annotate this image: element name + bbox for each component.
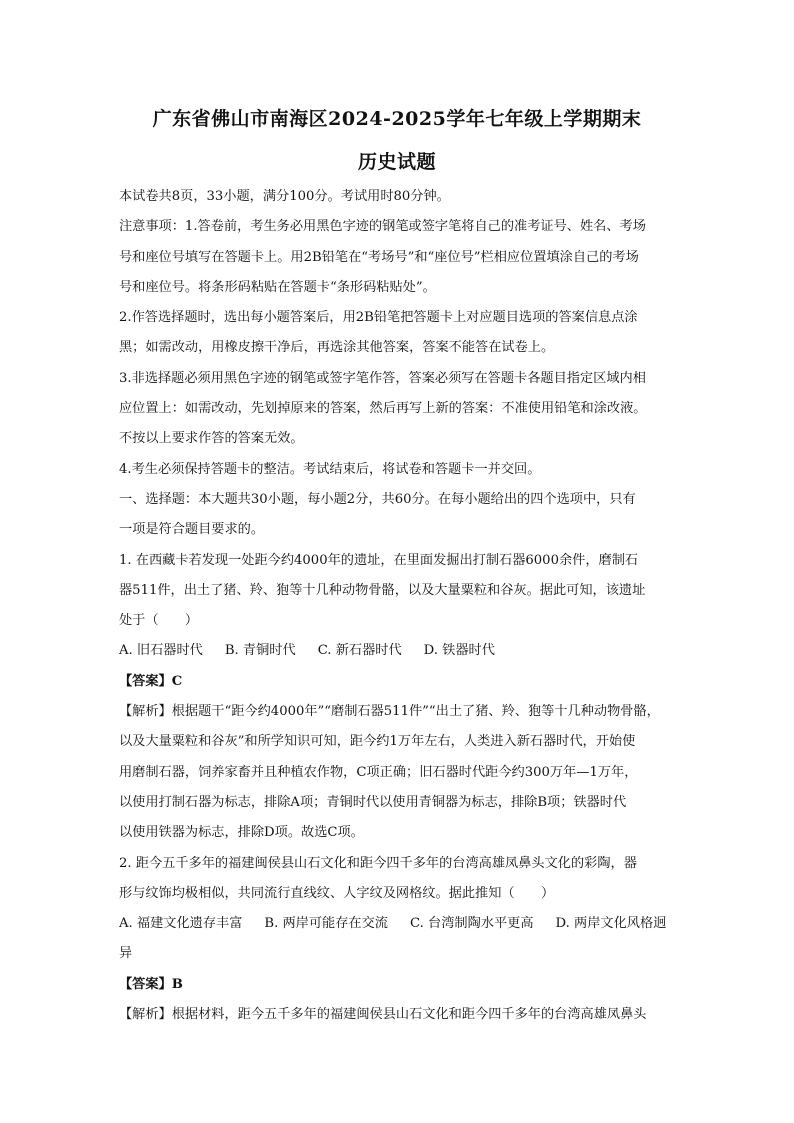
notice-line: 应位置上：如需改动，先划掉原来的答案，然后再写上新的答案：不准使用铅笔和涂改液。 xyxy=(119,401,647,417)
notice-line: 4.考生必须保持答题卡的整洁。考试结束后，将试卷和答题卡一并交回。 xyxy=(119,461,541,477)
question-2-answer: 【答案】B xyxy=(119,976,183,992)
question-1-answer: 【答案】C xyxy=(119,673,183,689)
question-2-line: 形与纹饰均极相似，共同流行直线纹、人字纹及网格纹。据此推知（ ） xyxy=(119,885,555,901)
question-1-line: 1. 在西藏卡若发现一处距今约4000年的遗址，在里面发掘出打制石器6000余件，磨制石 xyxy=(119,552,639,568)
question-1-analysis-line: 以及大量粟粒和谷灰”和所学知识可知，距今约1万年左右，人类进入新石器时代，开始使 xyxy=(119,734,636,750)
question-2-analysis-line: 【解析】根据材料，距今五千多年的福建闽侯县山石文化和距今四千多年的台湾高雄凤鼻头 xyxy=(119,1007,647,1023)
question-1-options xyxy=(119,636,689,666)
question-1-analysis-line: 以使用打制石器为标志，排除A项；青铜时代以使用青铜器为标志，排除B项；铁器时代 xyxy=(119,794,627,810)
exam-info-line: 本试卷共8页，33小题，满分100分。考试用时80分钟。 xyxy=(119,189,450,204)
notice-line: 黑；如需改动，用橡皮擦干净后，再选涂其他答案，答案不能答在试卷上。 xyxy=(119,340,555,356)
section-heading-line: 一项是符合题目要求的。 xyxy=(119,522,265,538)
notice-line: 号和座位号。将条形码粘贴在答题卡“条形码粘贴处”。 xyxy=(119,279,436,295)
notice-line: 不按以上要求作答的答案无效。 xyxy=(119,431,304,447)
option-d: D. 两岸文化风格迥异 xyxy=(119,916,667,962)
option-a: A. 旧石器时代 xyxy=(119,643,203,659)
document-body xyxy=(119,182,689,1030)
option-b: B. 青铜时代 xyxy=(224,643,296,659)
section-heading-line: 一、选择题：本大题共30小题，每小题2分，共60分。在每小题给出的四个选项中，只有 xyxy=(119,491,636,507)
option-c: C. 新石器时代 xyxy=(317,643,402,659)
option-b: B. 两岸可能存在交流 xyxy=(264,916,388,932)
option-c: C. 台湾制陶水平更高 xyxy=(410,916,534,932)
question-1-analysis-line: 以使用铁器为标志，排除D项。故选C项。 xyxy=(119,825,364,841)
question-2-options xyxy=(119,909,689,970)
notice-line: 2.作答选择题时，选出每小题答案后，用2B铅笔把答题卡上对应题目选项的答案信息点涂 xyxy=(119,310,638,326)
option-d: D. 铁器时代 xyxy=(423,643,495,659)
question-1-line: 器511件，出土了猪、羚、狍等十几种动物骨骼，以及大量粟粒和谷灰。据此可知，该遗址 xyxy=(119,582,646,598)
option-a: A. 福建文化遗存丰富 xyxy=(119,916,243,932)
notice-line: 3.非选择题必须用黑色字迹的钢笔或签字笔作答，答案必须写在答题卡各题目指定区域内相 xyxy=(119,370,646,386)
question-1-analysis-line: 【解析】根据题干“距今约4000年”“磨制石器511件”“出土了猪、羚、狍等十几种动物骨骼， xyxy=(119,704,660,720)
question-1-analysis-line: 用磨制石器，饲养家畜并且种植农作物，C项正确；旧石器时代距今约300万年—1万年， xyxy=(119,764,638,780)
question-1-line: 处于（ ） xyxy=(119,613,199,629)
document-title: 广东省佛山市南海区2024-2025学年七年级上学期期末 xyxy=(152,108,642,130)
document-subtitle: 历史试题 xyxy=(357,151,436,173)
notice-line: 注意事项：1.答卷前，考生务必用黑色字迹的钢笔或签字笔将自己的准考证号、姓名、考场 xyxy=(119,219,646,235)
notice-line: 号和座位号填写在答题卡上。用2B铅笔在“考场号”和“座位号”栏相应位置填涂自己的考场 xyxy=(119,249,639,265)
question-2-line: 2. 距今五千多年的福建闽侯县山石文化和距今四千多年的台湾高雄凤鼻头文化的彩陶，器 xyxy=(119,855,637,871)
